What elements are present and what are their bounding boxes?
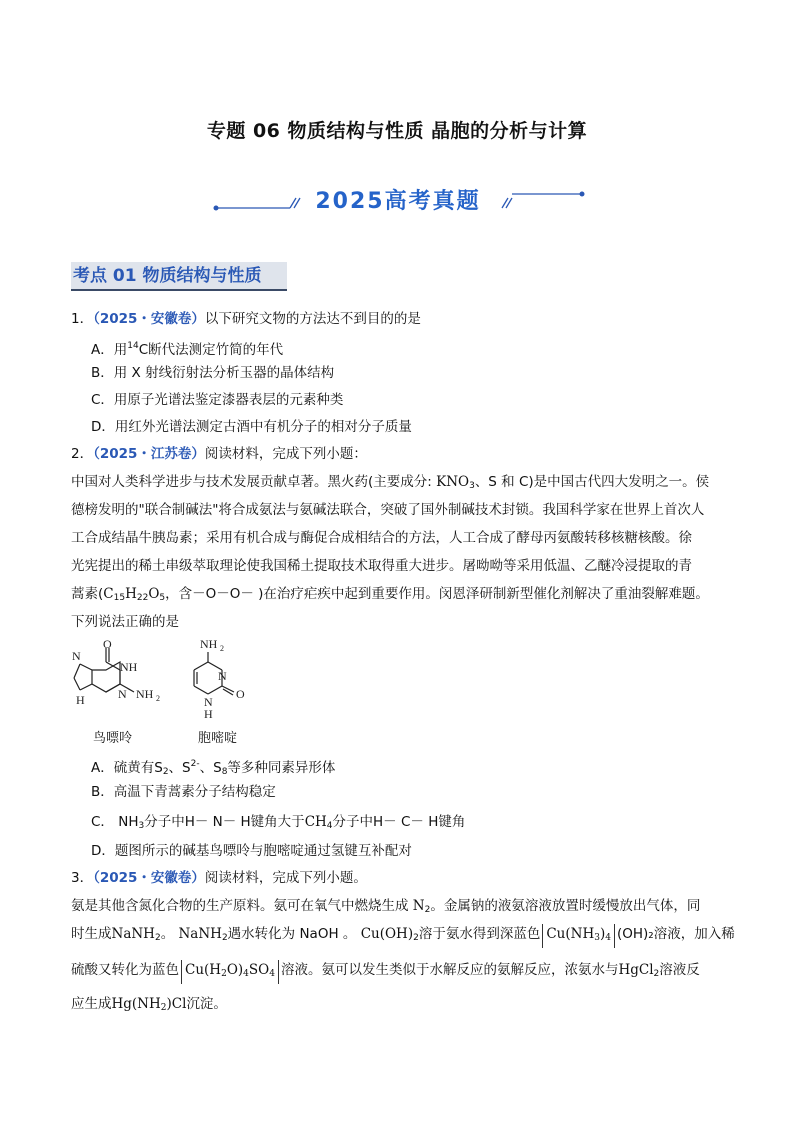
section-heading: 考点 01 物质结构与性质 xyxy=(71,262,287,291)
question-2-option-a: A．硫黄有$S_2$、$S^{2-}$、$S_8$等多种同素异形体 xyxy=(91,759,336,777)
svg-text:NH: NH xyxy=(120,660,138,674)
svg-text:N: N xyxy=(72,649,81,663)
cytosine-label: 胞嘧啶 xyxy=(198,731,238,746)
svg-text:H: H xyxy=(204,707,213,720)
cytosine-structure-image xyxy=(180,636,250,720)
question-1-option-c: C．用原子光谱法鉴定漆器表层的元素种类 xyxy=(91,392,344,408)
question-3-material-line-3: 硫酸又转化为蓝色 $Cu(H_2O)_4SO_4$ 溶液。氨可以发生类似于水解反应的氨解反应，浓氨水与HgCl$_2$溶液反 xyxy=(71,960,700,984)
question-2-material-line-1: 中国对人类科学进步与技术发展贡献卓著。黑火药(主要成分: $KNO_3$、S 和 C)是中国古代四大发明之一。侯 xyxy=(71,474,710,491)
question-2-material-line-3: 工合成结晶牛胰岛素；采用有机合成与酶促合成相结合的方法，人工合成了酵母丙氨酸转移核糖核酸。徐 xyxy=(71,530,692,546)
question-3-stem: 3．（2025・安徽卷）阅读材料，完成下列小题。 xyxy=(71,870,367,886)
svg-text:N: N xyxy=(204,695,213,709)
question-source: （2025・安徽卷） xyxy=(93,311,205,327)
svg-text:O: O xyxy=(236,687,245,701)
question-source: （2025・安徽卷） xyxy=(93,870,205,886)
question-2-option-d: D．题图所示的碱基鸟嘌呤与胞嘧啶通过氢键互补配对 xyxy=(91,843,412,859)
svg-text:H: H xyxy=(76,693,85,707)
question-2-stem: 2．（2025・江苏卷）阅读材料，完成下列小题： xyxy=(71,446,367,462)
question-3-material-line-1: 氨是其他含氮化合物的生产原料。氨可在氧气中燃烧生成 $N_2$。金属钠的液氨溶液放置时缓慢放出气体，同 xyxy=(71,898,701,915)
svg-text:N: N xyxy=(118,687,127,701)
guanine-structure-image xyxy=(72,640,182,720)
svg-text:N: N xyxy=(218,669,227,683)
question-2-material-line-4: 光宪提出的稀土串级萃取理论使我国稀土提取技术取得重大进步。屠呦呦等采用低温、乙醚冷浸提取的青 xyxy=(71,558,692,574)
svg-text:2: 2 xyxy=(220,644,224,653)
question-1-option-b: B．用 X 射线衍射法分析玉器的晶体结构 xyxy=(91,365,335,381)
banner-title: 2025高考真题 xyxy=(315,189,481,214)
question-3-material-line-4: 应生成$Hg(NH_2)Cl$沉淀。 xyxy=(71,996,227,1013)
guanine-label: 鸟嘌呤 xyxy=(93,731,133,746)
question-1-option-a: A．用$^{14}$C断代法测定竹简的年代 xyxy=(91,341,284,358)
page-title: 专题 06 物质结构与性质 晶胞的分析与计算 xyxy=(206,120,588,142)
question-2-option-c: C． $NH_3$分子中H－ N－ H键角大于$CH_4$分子中H－ C－ H键角 xyxy=(91,814,466,831)
question-2-prompt: 下列说法正确的是 xyxy=(71,614,179,630)
question-2-material-line-2: 德榜发明的"联合制碱法"将合成氨法与氨碱法联合，突破了国外制碱技术封锁。我国科学家在世界上首次人 xyxy=(71,502,705,518)
question-2-material-line-5: 蒿素($C_{15}H_{22}O_5$，含－O－O－ )在治疗疟疾中起到重要作用。闵恩泽研制新型催化剂解决了重油裂解难题。 xyxy=(71,586,709,603)
question-1-option-d: D．用红外光谱法测定古酒中有机分子的相对分子质量 xyxy=(91,419,412,435)
svg-text:O: O xyxy=(103,640,112,651)
svg-text:NH: NH xyxy=(136,687,154,701)
question-1-stem: 1．（2025・安徽卷）以下研究文物的方法达不到目的的是 xyxy=(71,311,421,327)
question-source: （2025・江苏卷） xyxy=(93,446,205,462)
question-3-material-line-2: 时生成NaNH$_2$。 NaNH$_2$遇水转化为 NaOH 。 $Cu(OH)_2$溶于氨水得到深蓝色 $Cu(NH_3)_4$ (OH)₂溶液，加入稀 xyxy=(71,924,735,948)
question-2-option-b: B．高温下青蒿素分子结构稳定 xyxy=(91,784,276,800)
svg-text:2: 2 xyxy=(156,694,160,703)
svg-text:NH: NH xyxy=(200,637,218,651)
